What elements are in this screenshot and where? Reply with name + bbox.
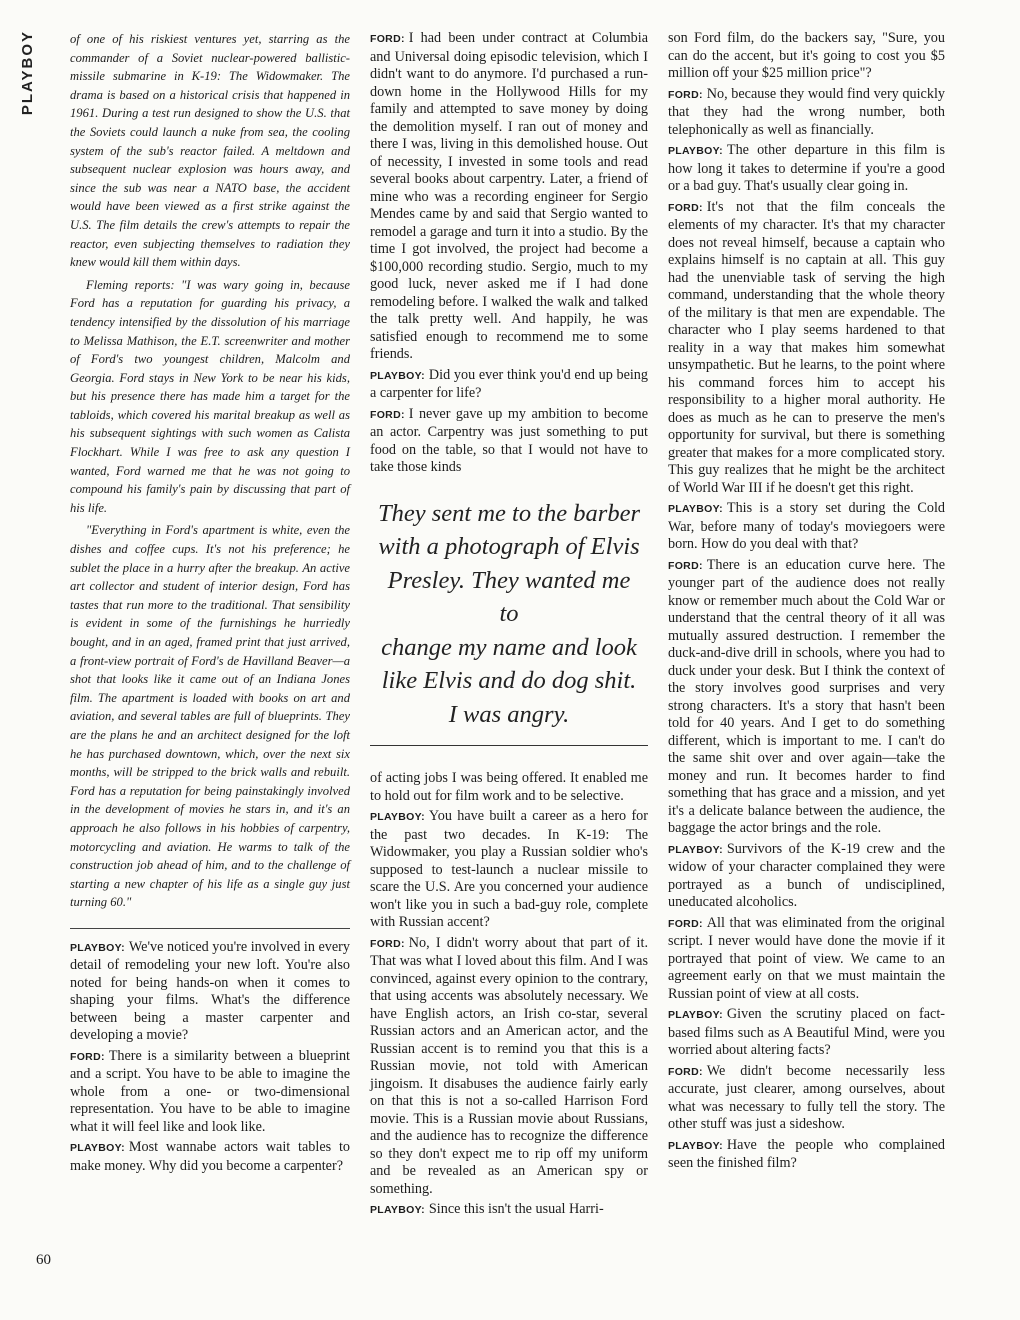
interview-qa [70, 939, 350, 1176]
speaker-label: PLAYBOY: [70, 1142, 125, 1155]
pull-quote-line: with a photograph of Elvis [378, 533, 640, 560]
qa-paragraph: son Ford film, do the backers say, "Sure, you can do the accent, but it's going to cost you $5 million off your $25 million price"? [668, 30, 945, 81]
speaker-label: PLAYBOY: [668, 1009, 723, 1021]
speaker-label: FORD: [668, 88, 703, 101]
qa-text: It's not that the film conceals the elements of my character. It's that my character does not reveal himself, because a captain who explains himself is no captain at all. This guy had the unenviable task of serving the high command, understanding that the whole theory of the military is that men are expendable. The character who I play seems hardened to that reality in a way that makes him somewhat unsympathetic. But he learns, to the point where his command forces him to accept his responsibility to a higher moral authority. He does as much as he can to preserve the men's opportunity for survival, but there is something greater that makes for a more complicated story. This guy realizes that he might be the architect of World War III if he doesn't get this right. [668, 198, 945, 496]
speaker-label: PLAYBOY: [668, 1139, 723, 1152]
column-1 [70, 30, 350, 1178]
speaker-label: PLAYBOY: [668, 503, 723, 515]
qa-text: No, because they would find very quickly that they had the wrong number, both telephonically as well as financially. [668, 85, 945, 138]
qa-paragraph [668, 86, 945, 140]
qa-text: There is a similarity between a blueprint and a script. You have to be able to imagine the whole from a one- or two-dimensional representation. You have to be able to imagine what it will feel like and look like. [70, 1047, 350, 1135]
qa-text: We didn't become necessarily less accurate, just clearer, among ourselves, about what was necessary to fully tell the story. The other stuff was just a sideshow. [668, 1062, 945, 1132]
column-2 [370, 30, 648, 1223]
qa-paragraph [70, 939, 350, 1045]
qa-paragraph [370, 808, 648, 932]
qa-text: Did you ever think you'd end up being a carpenter for life? [370, 366, 648, 401]
qa-text: The other departure in this film is how long it takes to determine if you're a good or a bad guy. That's usually clear going in. [668, 142, 945, 194]
interview-qa [370, 30, 648, 477]
speaker-label: FORD: [370, 408, 405, 421]
qa-paragraph [370, 406, 648, 477]
qa-text: We've noticed you're involved in every detail of remodeling your new loft. You're also noted for being hands-on when it comes to shaping your films. What's the difference between being a master carpenter and developing a movie? [70, 938, 350, 1044]
qa-text: You have built a career as a hero for the past two decades. In K-19: The Widowmaker, you play a Russian soldier who's supposed to test-launch a nuclear missile to scare the U.S. Are you concerned your audience won't like you in such a bad-guy role, complete with Russian accent? [370, 808, 648, 930]
pull-quote [370, 491, 648, 747]
speaker-label: PLAYBOY: [668, 145, 723, 157]
qa-paragraph [70, 1139, 350, 1175]
pull-quote-line: like Elvis and do dog shit. [381, 667, 637, 694]
intro-paragraph: of one of his riskiest ventures yet, starring as the commander of a Soviet nuclear-powered ballistic-missile submarine in K-19: The Widowmaker. The drama is based on a historical crisis that happened in 1961. During a test run designed to show the U.S. that the Soviets could launch a nuke from sea, the cooling system of the sub's reactor failed. A meltdown and subsequent nuclear explosion was hours away, and since the sub was near a NATO base, the accident would have been viewed as a first strike against the U.S. The film details the crew's attempts to repair the reactor, even subjecting themselves to radiation they knew would kill them within days. [70, 32, 350, 270]
qa-text: No, I didn't worry about that part of it. That was what I loved about this film. And I was convinced, against every opinion to the contrary, that using accents was absolutely necessary. We have English actors, an Irish co-star, several Russian actors and an American actor, and the Russian accent is to remind you that this is a Russian movie, not told with American jingoism. It disabuses the audience fairly early on that this is not a so-called Harrison Ford movie. This is a Russian movie about Russians, and the audience has to recognize the difference so they don't expect me to rip off my uniform and be revealed as an American spy or something. [370, 934, 648, 1197]
speaker-label: FORD: [70, 1050, 105, 1063]
column-3 [668, 30, 945, 1176]
qa-text: I never gave up my ambition to become an actor. Carpentry was just something to put food on the table, so that I would not have to take those kinds [370, 405, 648, 475]
interview-qa [668, 30, 945, 1173]
interview-qa [370, 770, 648, 1220]
speaker-label: FORD: [668, 559, 703, 572]
qa-paragraph [370, 30, 648, 364]
section-divider [70, 928, 350, 929]
page-number: 60 [36, 1252, 51, 1268]
qa-text: Given the scrutiny placed on fact-based films such as A Beautiful Mind, were you worried about altering facts? [668, 1006, 945, 1058]
qa-paragraph [668, 915, 945, 1004]
speaker-label: PLAYBOY: [70, 941, 125, 954]
speaker-label: FORD: [668, 1065, 703, 1078]
pull-quote-line: They sent me to the barber [378, 499, 640, 527]
qa-paragraph [70, 1048, 350, 1137]
qa-paragraph: of acting jobs I was being offered. It enabled me to hold out for film work and to be selective. [370, 770, 648, 804]
intro-paragraph: Fleming reports: "I was wary going in, because Ford has a reputation for guarding his privacy, a tendency intensified by the dissolution of his marriage to Melissa Mathison, the E.T. screenwriter and mother of Ford's two youngest children, Malcolm and Georgia. Ford stays in New York to be near his kids, but his presence there has made him a target for the tabloids, which covered his marital breakup as well as his subsequent sightings with such women as Calista Flockhart. While I was free to ask any question I wanted, Ford warned me that he was not going to compound his family's pain by discussing that part of his life. [70, 277, 350, 515]
playboy-vertical-logo: PLAYBOY [19, 30, 36, 116]
speaker-label: FORD: [668, 201, 703, 214]
qa-paragraph [668, 557, 945, 838]
qa-text: I had been under contract at Columbia and Universal doing episodic television, which I didn't want to do anymore. I'd purchased a run-down home in the Hollywood Hills for my family and attempted to save money by doing the demolition myself. I ran out of money and there I was, living in this demolished house. Out of necessity, I invested in some tools and read several books about carpentry. Later, a friend of mine who was a recording engineer for Sergio Mendes came by and said that Sergio wanted to remodel a garage and turn it into a studio. By the time I got involved, the project had become a $100,000 recording studio. Sergio, much to my good luck, never asked me if I had done remodeling before. I walked the walk and talked the talk pretty well. And happily, he was satisfied enough to recommend me to some friends. [370, 30, 648, 362]
qa-paragraph [668, 142, 945, 196]
qa-paragraph [668, 1137, 945, 1173]
pull-quote-line: change my name and look [381, 633, 637, 661]
speaker-label: PLAYBOY: [668, 843, 723, 856]
speaker-label: FORD: [370, 33, 405, 45]
intro-paragraph: "Everything in Ford's apartment is white, even the dishes and coffee cups. It's not his preference; he sublet the place in a hurry after the breakup. An active art collector and student of interior design, Ford has tastes that run more to the traditional. That sensibility is evident in some of the furnishings he hurriedly bought, and in an aged, framed print that just arrived, a front-view portrait of Ford's de Havilland Beaver—a shot that looks like it came out of an Indiana Jones film. The apartment is loaded with books on art and aviation, and several tables are full of blueprints. They are the plans he and an architect designed for the loft he has purchased downtown, which, over the next six months, will be stripped to the brick walls and rebuilt. Ford has a reputation for being painstakingly involved in the development of movies he stars in, and it's an approach he also follows in his hobbies of carpentry, motorcycling and aviation. He warms to talk of the construction job ahead of him, and to the challenge of starting a new chapter of his life as a single guy just turning 60." [70, 523, 350, 910]
qa-text: This is a story set during the Cold War, before many of today's moviegoers were born. How do you deal with that? [668, 500, 945, 552]
pull-quote-line: Presley. They wanted me to [387, 566, 631, 627]
speaker-label: PLAYBOY: [370, 369, 425, 382]
qa-paragraph [668, 841, 945, 912]
qa-paragraph [668, 199, 945, 498]
qa-text: There is an education curve here. The younger part of the audience does not really know or remember much about the Cold War or understand that the central theory of it all was mutually assured destruction. I remember the duck-and-dive drill in schools, where you had to duck under your desk. But I think the context of the story involves good surprises and very strong characters. It's a story that hasn't been told for 40 years. And I get to do something different, which is important to me. I can't do the same shit over and over again—take the money and run. It becomes harder to find something that has grace and a mission, and yet it's a delicate balance between the audience, the baggage the actor brings and the role. [668, 556, 945, 836]
pull-quote-line: I was angry. [448, 700, 570, 728]
speaker-label: PLAYBOY: [370, 1204, 425, 1216]
speaker-label: FORD: [370, 937, 405, 950]
qa-paragraph [370, 1201, 648, 1220]
speaker-label: FORD: [668, 917, 703, 930]
qa-paragraph [370, 935, 648, 1199]
qa-text: Since this isn't the usual Harri- [428, 1201, 604, 1217]
qa-paragraph [668, 1006, 945, 1060]
qa-text: Have the people who complained seen the finished film? [668, 1136, 945, 1171]
qa-text: Survivors of the K-19 crew and the widow of your character complained they were portrayed as a bunch of undisciplined, uneducated alcoholics. [668, 840, 945, 910]
speaker-label: PLAYBOY: [370, 811, 425, 823]
qa-text: Most wannabe actors wait tables to make money. Why did you become a carpenter? [70, 1139, 350, 1174]
qa-paragraph [370, 367, 648, 403]
qa-paragraph [668, 500, 945, 554]
intro-text [70, 30, 350, 912]
qa-text: All that was eliminated from the original script. I never would have done the movie if it portrayed that point of view. We came to an agreement early on that we must maintain the Russian point of view at all costs. [668, 914, 945, 1002]
qa-paragraph [668, 1063, 945, 1134]
